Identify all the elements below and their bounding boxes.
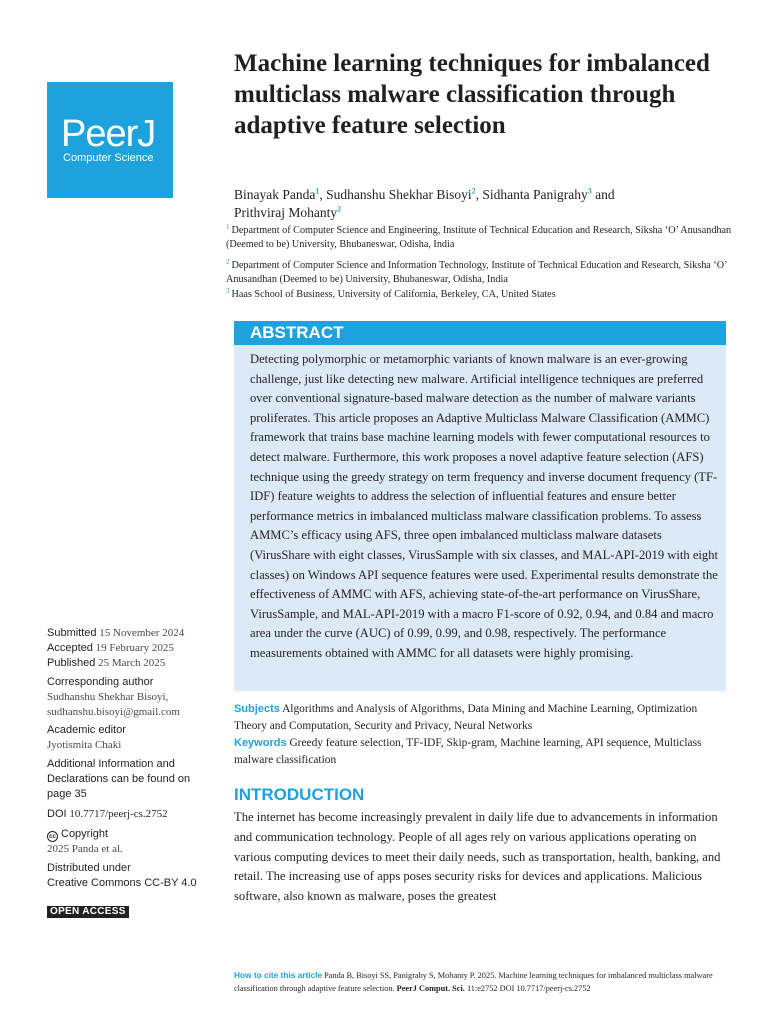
editor-label: Academic editor <box>47 724 126 736</box>
copyright-block <box>47 827 217 857</box>
corresponding-author-block <box>47 675 217 719</box>
paper-title: Machine learning techniques for imbalanced multiclass malware classification through adaptive feature selection <box>234 50 710 139</box>
author-affil-mark: 2 <box>337 204 342 214</box>
additional-info-block <box>47 757 207 801</box>
subjects-label: Subjects <box>234 703 280 715</box>
corresponding-name: Sudhanshu Shekhar Bisoyi, <box>47 690 169 703</box>
dates-block <box>47 626 217 670</box>
author-separator: , <box>319 187 327 202</box>
author-name[interactable]: Sidhanta Panigrahy <box>482 187 588 202</box>
author-name[interactable]: Sudhanshu Shekhar Bisoyi <box>326 187 472 202</box>
keywords-label: Keywords <box>234 737 287 749</box>
copyright-label: Copyright <box>61 828 109 840</box>
affiliation-number: 3 <box>226 286 230 295</box>
affiliation-number: 1 <box>226 222 230 231</box>
affiliation-text: Department of Computer Science and Engineering, Institute of Technical Education and Research, Siksha ‘O’ Anusandhan (Deemed to be) University, Bhubaneswar, Odisha, India <box>226 225 732 250</box>
citation-footer <box>234 969 734 995</box>
cite-text: Panda B, Bisoyi SS, Panigrahy S, Mohanty P. 2025. Machine learning techniques for imbalanced multiclass malware classification through adaptive feature selection. <box>234 971 713 993</box>
author-name[interactable]: Prithviraj Mohanty <box>234 205 338 220</box>
affiliation <box>226 288 736 302</box>
copyright-cc-icon: cc <box>47 831 58 842</box>
introduction-heading: INTRODUCTION <box>234 785 365 804</box>
license-label: Distributed under <box>47 862 131 874</box>
abstract-heading: ABSTRACT <box>234 321 726 345</box>
author-affil-mark: 3 <box>587 186 592 196</box>
affiliation-number: 2 <box>226 257 230 266</box>
editor-name: Jyotismita Chaki <box>47 738 122 751</box>
published-date: 25 March 2025 <box>98 656 166 669</box>
affiliation-text: Haas School of Business, University of California, Berkeley, CA, United States <box>231 289 556 300</box>
author-affil-mark: 1 <box>315 186 320 196</box>
author-list <box>234 186 734 222</box>
journal-logo <box>47 82 173 198</box>
author-name[interactable]: Binayak Panda <box>234 187 316 202</box>
keywords-text: Greedy feature selection, TF-IDF, Skip-gram, Machine learning, API sequence, Multiclass malware classification <box>234 737 702 766</box>
accepted-date: 19 February 2025 <box>95 641 174 654</box>
license-block <box>47 861 217 891</box>
doi-label: DOI <box>47 808 67 820</box>
author-separator: , <box>475 187 483 202</box>
published-label: Published <box>47 656 96 669</box>
logo-name: PeerJ <box>61 113 156 155</box>
doi-block <box>47 807 217 822</box>
author-separator: and <box>591 187 615 202</box>
affiliation <box>226 259 736 287</box>
subjects <box>234 701 729 734</box>
additional-info-text[interactable]: Additional Information and Declarations can be found on page 35 <box>47 758 191 800</box>
affiliation <box>226 224 736 252</box>
accepted-label: Accepted <box>47 641 93 654</box>
author-affil-mark: 2 <box>471 186 476 196</box>
cite-journal: PeerJ Comput. Sci. <box>396 983 465 993</box>
copyright-text: 2025 Panda et al. <box>47 843 123 855</box>
cite-label: How to cite this article <box>234 970 323 980</box>
introduction-text: The internet has become increasingly prevalent in daily life due to advancements in information and communication technology. People of all ages rely on various applications operating on various computing devices to meet their daily needs, such as transportation, health, banking, and retail. The increasing use of apps poses security risks for devices and applications. Malicious software, also known as malware, poses the greatest <box>234 810 721 904</box>
open-access-badge: OPEN ACCESS <box>47 906 129 918</box>
cite-tail[interactable]: 11:e2752 DOI 10.7717/peerj-cs.2752 <box>466 983 591 993</box>
doi-link[interactable]: 10.7717/peerj-cs.2752 <box>69 808 168 820</box>
corresponding-label: Corresponding author <box>47 676 154 688</box>
license-text[interactable]: Creative Commons CC-BY 4.0 <box>47 876 197 889</box>
submitted-date: 15 November 2024 <box>99 627 185 639</box>
affiliation-text: Department of Computer Science and Information Technology, Institute of Technical Education and Research, Siksha ‘O’ Anusandhan (Deemed to be) University, Bhubaneswar, Odisha, India <box>226 260 727 285</box>
keywords <box>234 735 729 768</box>
abstract-text: Detecting polymorphic or metamorphic variants of known malware is an ever-growing challenge, just like detecting new malware. Artificial intelligence techniques are preferred over conventional signature-based malware detection as the number of malware variants proliferates. This article proposes an Adaptive Multiclass Malware Classification (AMMC) framework that trains base machine learning models with fewer computational resources to detect malware. Furthermore, this work proposes a novel adaptive feature selection (AFS) technique using the greedy strategy on term frequency and inverse document frequency (TF-IDF) feature weights to address the selection of influential features and ensure better performance metrics in imbalanced multiclass malware classification problems. To assess AMMC’s efficacy using AFS, three open imbalanced multiclass malware datasets (VirusShare with eight classes, VirusSample with six classes, and MAL-API-2019 with eight classes) on Windows API sequence features were used. Experimental results demonstrate the effectiveness of AMMC with AFS, achieving state-of-the-art performance on VirusShare, VirusSample, and MAL-API-2019 with a macro F1-score of 0.92, 0.94, and 0.84 and macro area under the curve (AUC) of 0.99, 0.99, and 0.98, respectively. The performance measurements obtained with AMMC for all datasets were highly promising. <box>250 352 719 660</box>
corresponding-email[interactable]: sudhanshu.bisoyi@gmail.com <box>47 705 180 718</box>
editor-block <box>47 723 217 753</box>
logo-subtitle: Computer Science <box>63 152 154 164</box>
subjects-text: Algorithms and Analysis of Algorithms, Data Mining and Machine Learning, Optimization Theory and Computation, Security and Privacy, Neural Networks <box>234 703 698 732</box>
submitted-label: Submitted <box>47 627 97 639</box>
